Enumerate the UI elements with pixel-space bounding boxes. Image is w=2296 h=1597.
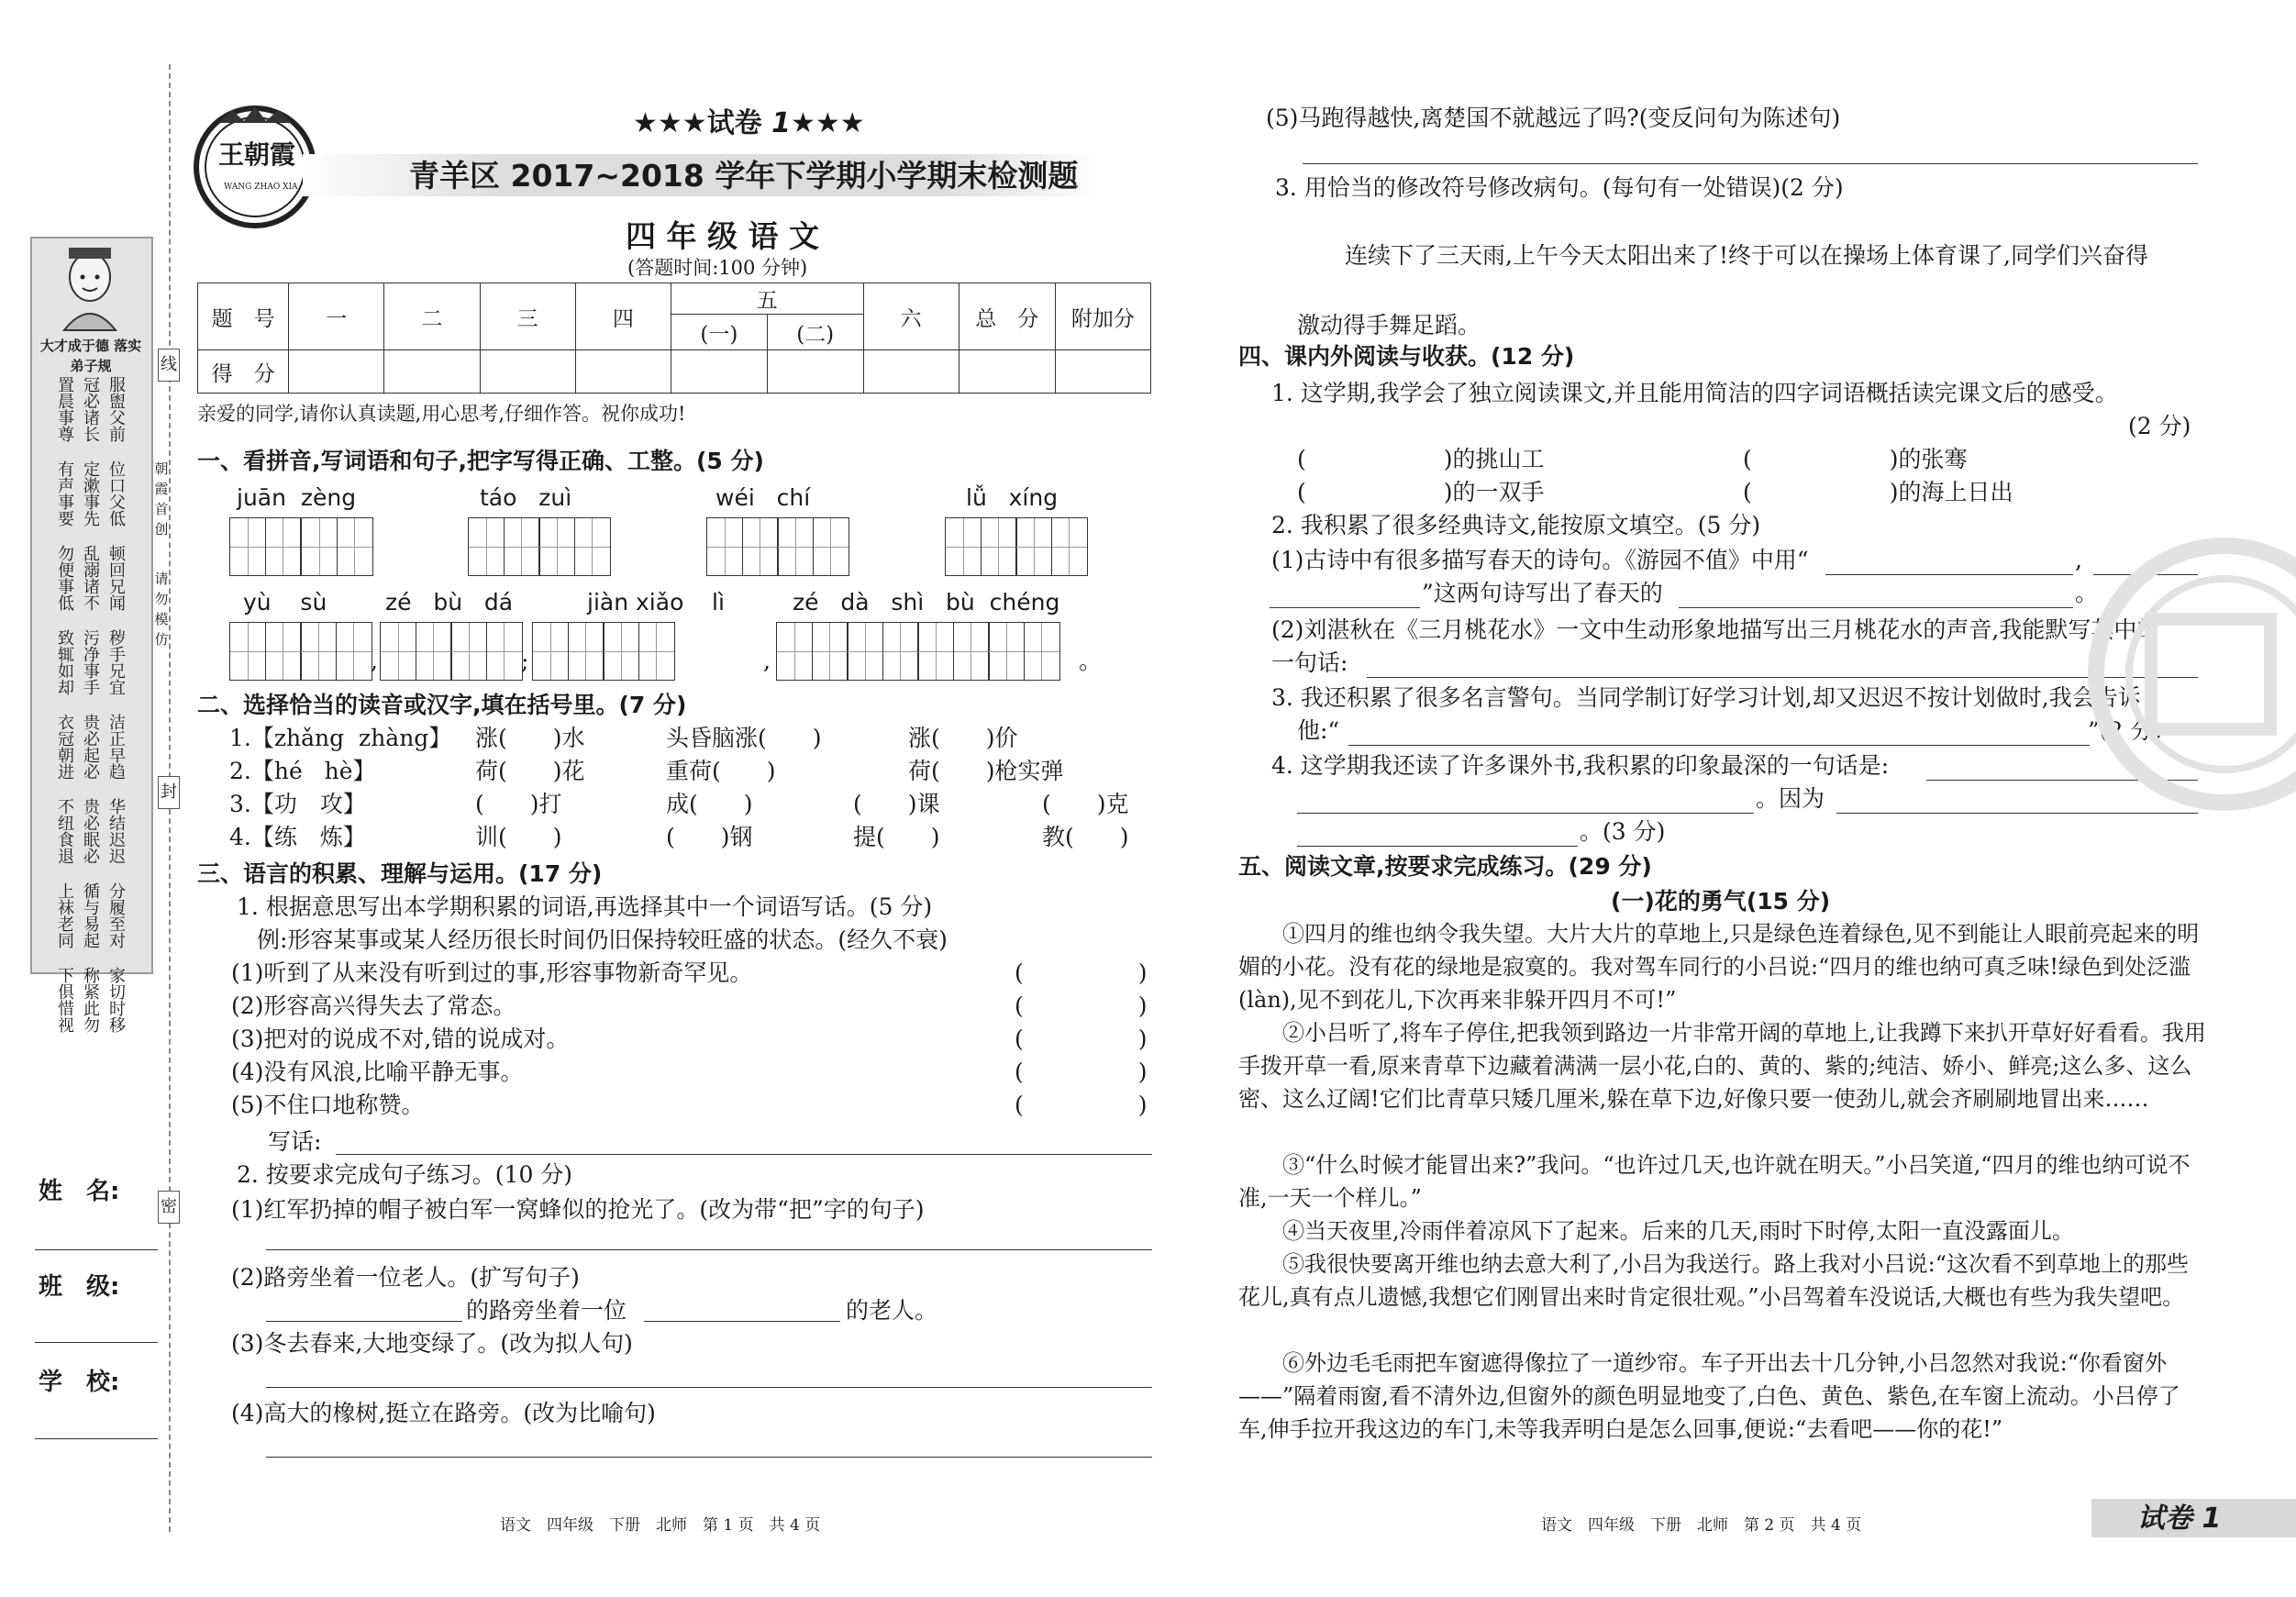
s2-blank[interactable]: 提( ) [853, 824, 940, 850]
sidebar-rule-column: 不纽食退 [55, 798, 74, 864]
score-header-6: 六 [863, 283, 959, 350]
score-header-4: 四 [575, 283, 671, 350]
blank-line[interactable] [1836, 813, 2198, 814]
write-line[interactable] [336, 1154, 1152, 1155]
punct-4: 。 [1079, 648, 1103, 674]
article-paragraph: ③“什么时候才能冒出来?”我问。“也许过几天,也许就在明天。”小吕笑道,“四月的维也纳可说不准,一天一个样儿。” [1238, 1152, 2191, 1211]
sidebar-rule-column: 分履至对 [106, 882, 126, 948]
s2-blank[interactable]: 荷( )花 [475, 758, 585, 784]
s2-item-label: 2.【hé hè】 [229, 758, 376, 784]
article-paragraph: ②小吕听了,将车子停住,把我领到路边一片非常开阔的草地上,让我蹲下来扒开草好好看看。我用手拨开草一看,原来青草下边藏着满满一层小花,白的、黄的、紫的;纯洁、娇小、鲜亮;这么多、这么密、这么辽阔!它们比青草只矮几厘米,躲在草下边,好像只要一使劲儿,就会齐刷刷地冒出来…… [1238, 1020, 2206, 1112]
sidebar-rule-column: 秽手兄宜 [106, 629, 126, 695]
char-grid[interactable] [229, 622, 371, 681]
s4-q4-score: 。(3 分) [1580, 818, 1666, 845]
time-limit: (答题时间:100 分钟) [627, 257, 808, 279]
s2-item-label: 1.【zhǎng zhàng】 [229, 725, 452, 751]
article-paragraph: ①四月的维也纳令我失望。大片大片的草地上,只是绿色连着绿色,见不到能让人眼前亮起来的明媚的小花。没有花的绿地是寂寞的。我对驾车同行的小吕说:“四月的维也纳可真乏味!绿色到处泛滥(làn),见不到花儿,下次再来非躲开四月不可!” [1238, 921, 2200, 1013]
pinyin-1: juān zèng [237, 484, 357, 511]
article-paragraph: ⑤我很快要离开维也纳去意大利了,小吕为我送行。路上我对小吕说:“这次看不到草地上的那些花儿,真有点儿遗憾,我想它们刚冒出来时肯定很壮观。”小吕驾着车没说话,大概也有些为我失望吧。 [1238, 1251, 2189, 1310]
char-grid[interactable] [706, 517, 848, 576]
score-cell[interactable] [863, 350, 959, 394]
banner-label: 试卷 [706, 107, 762, 139]
period: 。 [2075, 580, 2099, 606]
article-paragraph: ④当天夜里,冷雨伴着凉风下了起来。后来的几天,雨时下时停,太阳一直没露面儿。 [1282, 1218, 2074, 1244]
score-cell[interactable] [671, 350, 767, 394]
score-cell[interactable] [384, 350, 480, 394]
sidebar-rule-column: 下俱惜视 [55, 967, 74, 1033]
sidebar-rule-column: 上袜老同 [55, 882, 74, 948]
answer-line[interactable] [1303, 163, 2198, 164]
score-row-label: 得 分 [198, 350, 289, 394]
section-3-title: 三、语言的积累、理解与运用。(17 分) [197, 860, 603, 887]
score-header-total: 总 分 [959, 283, 1055, 350]
s2-blank[interactable]: ( )钢 [666, 824, 753, 850]
score-header-2: 二 [384, 283, 480, 350]
answer-line[interactable] [266, 1387, 1152, 1388]
seal-char-mi: 密 [158, 1191, 180, 1224]
s4-q3a: 3. 我还积累了很多名言警句。当同学制订好学习计划,却又迟迟不按计划做时,我会告诉 [1271, 684, 2141, 711]
name-label: 姓 名: [39, 1178, 120, 1205]
s4-q3c: ”(2 分) [2088, 717, 2163, 744]
answer-line[interactable] [1367, 677, 2198, 678]
school-label: 学 校: [39, 1369, 120, 1396]
sidebar-rule-column: 污净事手 [81, 629, 100, 695]
s2-blank[interactable]: 涨( )水 [475, 725, 585, 751]
s2-item-label: 3.【功 攻】 [229, 791, 366, 817]
write-label: 写话: [268, 1128, 322, 1155]
sidebar-motto: 大才成于德 落实弟子规 [39, 338, 142, 374]
article-paragraph: ⑥外边毛毛雨把车窗遮得像拉了一道纱帘。车子开出去十几分钟,小吕忽然对我说:“你看窗外——”隔着雨窗,看不清外边,但窗外的颜色明显地变了,白色、黄色、紫色,在车窗上流动。小吕停了车,伸手拉开我这边的车门,未等我弄明白是怎么回事,便说:“去看吧——你的花!” [1238, 1350, 2180, 1442]
s3-q1-item: (1)听到了从来没有听到过的事,形容事物新奇罕见。 [231, 959, 753, 986]
blank-line[interactable] [1297, 846, 1578, 847]
comma: , [2075, 547, 2082, 573]
sidebar-rule-column: 贵必起必 [81, 714, 100, 780]
char-grid[interactable] [380, 622, 521, 681]
seal-note-copy: 请勿模仿 [154, 571, 169, 648]
blank-line[interactable] [266, 1321, 462, 1322]
section-1-title: 一、看拼音,写词语和句子,把字写得正确、工整。(5 分) [197, 448, 764, 474]
s2-blank[interactable]: ( )打 [475, 791, 562, 817]
logo-subtext: WANG ZHAO XIA [224, 183, 298, 192]
score-header-qnum: 题 号 [198, 283, 289, 350]
sidebar-rule-column: 循与易起 [81, 882, 100, 948]
sidebar-rule-column: 勿便事低 [55, 545, 74, 611]
s2-blank[interactable]: 教( ) [1042, 824, 1129, 850]
s4-blank-2[interactable]: ( )的张骞 [1743, 446, 1968, 472]
s3-q1-answer-paren[interactable]: ( ) [1015, 959, 1148, 986]
s2-blank[interactable]: 涨( )价 [908, 725, 1018, 751]
punct-2: ; [521, 648, 529, 674]
score-table [197, 283, 1151, 394]
class-input[interactable] [35, 1342, 158, 1343]
sidebar-rule-column: 位口父低 [106, 460, 126, 527]
score-cell[interactable] [1055, 350, 1150, 394]
score-header-5: 五 [671, 283, 863, 315]
answer-line[interactable] [266, 1457, 1152, 1458]
s2-blank[interactable]: ( )课 [853, 791, 940, 817]
seal-note-original: 朝霞首创 [154, 460, 169, 538]
s4-blank-4[interactable]: ( )的海上日出 [1743, 479, 2013, 505]
seal-char-xian: 线 [158, 349, 180, 382]
sidebar-rule-column: 衣冠朝进 [55, 714, 74, 780]
s4-blank-1[interactable]: ( )的挑山工 [1297, 446, 1545, 472]
s3-q1-answer-paren[interactable]: ( ) [1015, 1059, 1148, 1085]
score-cell[interactable] [767, 350, 863, 394]
s2-item-label: 4.【练 炼】 [229, 824, 366, 850]
sidebar-rule-column: 家切时移 [106, 967, 126, 1033]
s3-q1-item: (3)把对的说成不对,错的说成对。 [231, 1026, 570, 1052]
s4-q2-2a: (2)刘湛秋在《三月桃花水》一文中生动形象地描写出三月桃花水的声音,我能默写其中的 [1271, 616, 2160, 643]
left-footer: 语文 四年级 下册 北师 第 1 页 共 4 页 [500, 1516, 821, 1535]
blank-line[interactable] [1348, 745, 2090, 746]
s4-q3b: 他:“ [1297, 717, 1340, 744]
subject-title: 四 年 级 语 文 [626, 218, 819, 254]
char-grid[interactable] [776, 622, 1059, 681]
s3-q3: 3. 用恰当的修改符号修改病句。(每句有一处错误)(2 分) [1275, 174, 1844, 201]
s3-q1-item: (5)不住口地称赞。 [231, 1092, 425, 1118]
punct-1: , [371, 648, 378, 674]
s2-blank[interactable]: 荷( )枪实弹 [908, 758, 1064, 784]
s4-q2-1b: ”这两句诗写出了春天的 [1422, 580, 1663, 606]
s3-q2-2: (2)路旁坐着一位老人。(扩写句子) [231, 1264, 580, 1291]
section-5-title: 五、阅读文章,按要求完成练习。(29 分) [1238, 853, 1652, 880]
class-label: 班 级: [39, 1273, 120, 1301]
pinyin-5: yù sù [243, 589, 327, 616]
s3-q1-answer-paren[interactable]: ( ) [1015, 1026, 1148, 1052]
sidebar-rules [35, 376, 147, 1051]
sidebar-rule-column: 洁正早趋 [106, 714, 126, 780]
s3-q3-text2: 激动得手舞足蹈。 [1297, 312, 1481, 338]
sidebar-rule-column: 称紧此勿 [81, 967, 100, 1033]
punct-3: , [763, 648, 771, 674]
s2-blank[interactable]: 成( ) [666, 791, 753, 817]
seal-char-feng: 封 [158, 776, 180, 809]
s3-q2-2-b1: 的路旁坐着一位 [466, 1297, 627, 1324]
blank-line[interactable] [1679, 607, 2073, 608]
sidebar-rule-column: 有声事要 [55, 460, 74, 527]
sidebar-rule-column: 贵必眠必 [81, 798, 100, 864]
s4-q1-score: (2 分) [2128, 413, 2191, 439]
char-grid[interactable] [532, 622, 673, 681]
s4-blank-3[interactable]: ( )的一双手 [1297, 479, 1545, 505]
s3-q1-answer-paren[interactable]: ( ) [1015, 993, 1148, 1019]
blank-line[interactable] [644, 1321, 840, 1322]
sidebar-rule-column: 服盥父前 [106, 376, 126, 442]
score-header-5-1: (一) [671, 315, 767, 350]
blank-line[interactable] [1270, 607, 1420, 608]
pinyin-4: lǚ xíng [966, 484, 1059, 511]
score-header-1: 一 [289, 283, 384, 350]
pinyin-8: lì [712, 589, 725, 616]
s2-blank[interactable]: 重荷( ) [666, 758, 776, 784]
blank-line[interactable] [1297, 813, 1754, 814]
s3-q1-answer-paren[interactable]: ( ) [1015, 1092, 1148, 1118]
s4-q1: 1. 这学期,我学会了独立阅读课文,并且能用简洁的四字词语概括读完课文后的感受。 [1271, 380, 2118, 406]
s2-blank[interactable]: ( )克 [1042, 791, 1129, 817]
section-2-title: 二、选择恰当的读音或汉字,填在括号里。(7 分) [197, 692, 687, 718]
s2-blank[interactable]: 训( ) [475, 824, 562, 850]
s3-q2-3: (3)冬去春来,大地变绿了。(改为拟人句) [231, 1330, 633, 1357]
section-4-title: 四、课内外阅读与收获。(12 分) [1238, 343, 1575, 370]
pinyin-3: wéi chí [715, 484, 811, 511]
s3-q1-item: (4)没有风浪,比喻平静无事。 [231, 1059, 524, 1085]
score-cell[interactable] [480, 350, 575, 394]
name-input[interactable] [35, 1249, 158, 1250]
s4-q2-2b: 一句话: [1271, 649, 1348, 676]
paper-banner: ★★★试卷 1★★★ [633, 107, 865, 139]
sidebar-rule-column: 华结迟迟 [106, 798, 126, 864]
sidebar-rule-column: 定漱事先 [81, 460, 100, 527]
s3-q1-item: (2)形容高兴得失去了常态。 [231, 993, 516, 1019]
scholar-figure-icon [50, 240, 129, 332]
corner-label: 试卷 1 [2137, 1503, 2222, 1535]
score-header-3: 三 [480, 283, 575, 350]
sidebar-rule-column: 致辄如却 [55, 629, 74, 695]
pinyin-9: zé dà shì bù chéng [793, 589, 1060, 616]
intro-text: 亲爱的同学,请你认真读题,用心思考,仔细作答。祝你成功! [197, 403, 686, 425]
s3-q2-4: (4)高大的橡树,挺立在路旁。(改为比喻句) [231, 1400, 656, 1426]
logo-text: 王朝霞 [218, 139, 296, 170]
pinyin-6: zé bù dá [385, 589, 514, 616]
char-grid[interactable] [229, 517, 372, 576]
sidebar-rule-column: 冠必诸长 [81, 376, 100, 442]
pinyin-7: jiàn xiǎo [587, 589, 684, 616]
sidebar-rule-column: 置晨事尊 [55, 376, 74, 442]
s3-q2-1: (1)红军扔掉的帽子被白军一窝蜂似的抢光了。(改为带“把”字的句子) [231, 1196, 925, 1223]
s3-q3-text1: 连续下了三天雨,上午今天太阳出来了!终于可以在操场上体育课了,同学们兴奋得 [1345, 242, 2148, 269]
score-cell[interactable] [959, 350, 1055, 394]
char-grid[interactable] [945, 517, 1086, 576]
s4-q2-1a: (1)古诗中有很多描写春天的诗句。《游园不值》中用“ [1271, 547, 1809, 573]
s3-q2-2-b2: 的老人。 [846, 1297, 938, 1324]
s3-q2: 2. 按要求完成句子练习。(10 分) [237, 1161, 573, 1188]
s3-q1: 1. 根据意思写出本学期积累的词语,再选择其中一个词语写话。(5 分) [237, 893, 933, 920]
banner-number: 1 [771, 107, 792, 139]
score-header-bonus: 附加分 [1055, 283, 1150, 350]
char-grid[interactable] [468, 517, 609, 576]
s4-q4-because: 。因为 [1756, 785, 1825, 812]
exam-title: 青羊区 2017~2018 学年下学期小学期末检测题 [409, 158, 1079, 194]
blank-line[interactable] [1825, 574, 2073, 575]
s3-q1-example: 例:形容某事或某人经历很长时间仍旧保持较旺盛的状态。(经久不衰) [257, 926, 948, 953]
watermark-seal [2087, 537, 2296, 812]
score-cell[interactable] [289, 350, 384, 394]
article-title: (一)花的勇气(15 分) [1611, 888, 1831, 915]
s2-blank[interactable]: 头昏脑涨( ) [666, 725, 822, 751]
s4-q4: 4. 这学期我还读了许多课外书,我积累的印象最深的一句话是: [1271, 752, 1890, 779]
right-footer: 语文 四年级 下册 北师 第 2 页 共 4 页 [1541, 1516, 1862, 1535]
sidebar-rule-column: 乱溺诸不 [81, 545, 100, 611]
score-header-5-2: (二) [767, 315, 863, 350]
sidebar-rule-column: 顿回兄闻 [106, 545, 126, 611]
score-cell[interactable] [575, 350, 671, 394]
s3-q2-5: (5)马跑得越快,离楚国不就越远了吗?(变反问句为陈述句) [1266, 105, 1841, 131]
s4-q2: 2. 我积累了很多经典诗文,能按原文填空。(5 分) [1271, 512, 1761, 538]
pinyin-2: táo zuì [480, 484, 572, 511]
answer-line[interactable] [266, 1249, 1152, 1250]
school-input[interactable] [35, 1438, 158, 1439]
